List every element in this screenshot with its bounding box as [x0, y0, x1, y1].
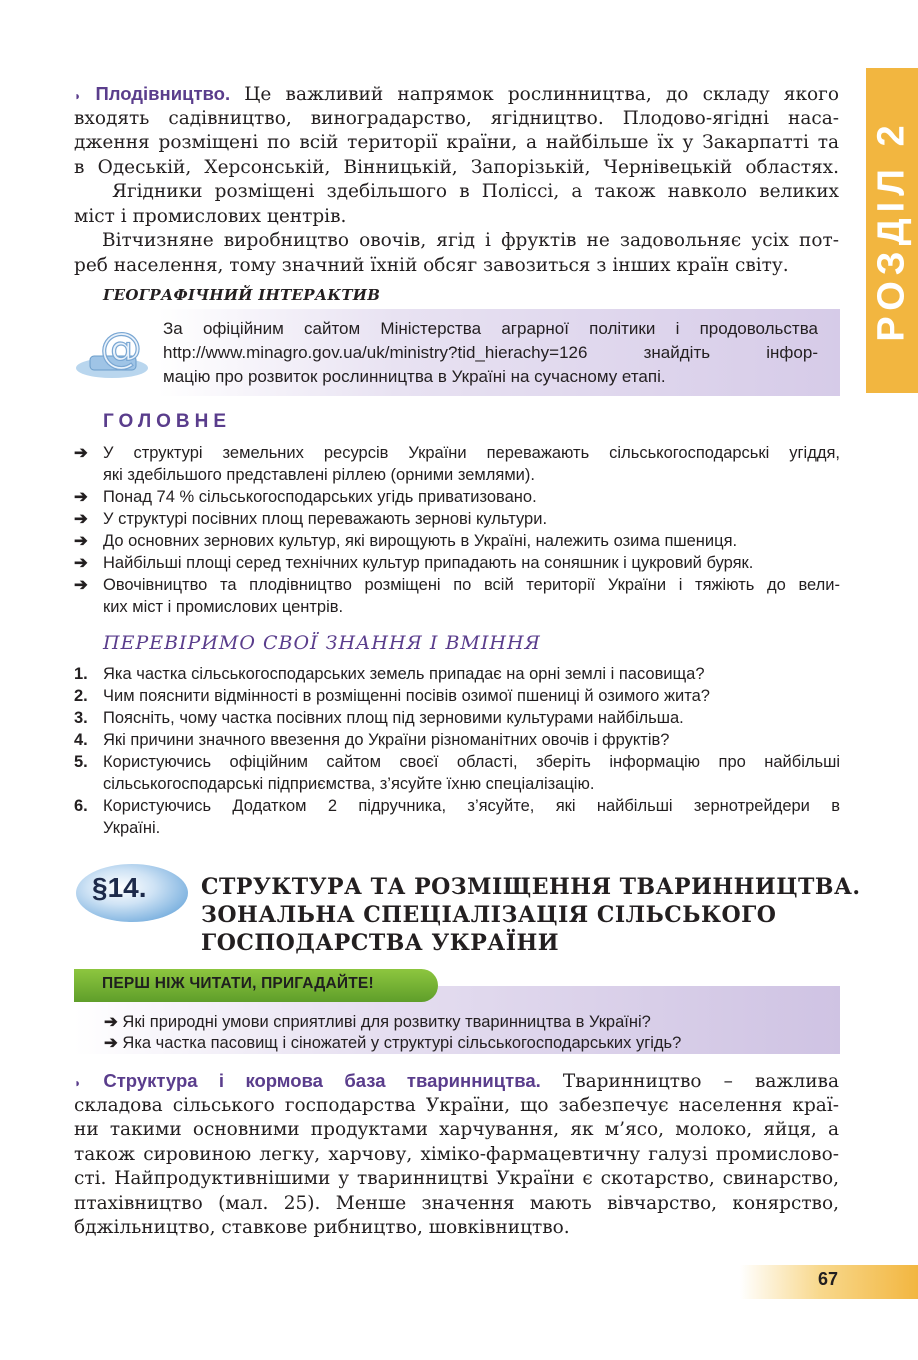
main-points-list: [74, 442, 840, 618]
arrow-icon: ➔: [104, 1034, 118, 1052]
paragraph-number: §14.: [92, 872, 147, 903]
text-line: ни такими основними продуктами харчування, як м’ясо, молоко, яйця, а: [74, 1119, 839, 1140]
text-line: дження розміщені по всій території країни, а найбільше їх у Закарпатті та: [74, 132, 839, 153]
text-line: входять садівництво, виноградарство, ягідництво. Плодово-ягідні наса-: [74, 107, 839, 129]
page-number: 67: [818, 1269, 839, 1289]
text-line: реб населення, тому значний їхній обсяг завозиться з інших країн світу.: [74, 254, 789, 276]
text-line: складова сільського господарства України, що забезпечує населення краї-: [74, 1094, 839, 1116]
text-line: міст і промислових центрів.: [74, 205, 347, 227]
question-item: 4. Які причини значного ввезення до України різноманітних овочів і фруктів?: [74, 731, 670, 749]
list-item: ➔ Овочівництво та плодівництво розміщені по всій території України і тяжіють до вели- ких міст і промислових центрів.: [74, 576, 840, 616]
recall-title: ПЕРШ НІЖ ЧИТАТИ, ПРИГАДАЙТЕ!: [102, 975, 374, 992]
fruit-heading: Плодівництво.: [95, 83, 231, 104]
interactive-title: ГЕОГРАФІЧНИЙ ІНТЕРАКТИВ: [103, 286, 381, 304]
livestock-paragraph: [74, 1069, 839, 1241]
question-item: 5. Користуючись офіційним сайтом своєї області, зберіть інформацію про найбільші сільськогосподарські підприємства, з’ясуйте їхню спеціалізацію.: [74, 753, 840, 793]
text-line: За офіційним сайтом Міністерства аграрної політики і продовольства: [163, 319, 818, 338]
livestock-heading: Структура і кормова база тваринництва.: [103, 1070, 541, 1091]
interactive-link-line[interactable]: http://www.minagro.gov.ua/uk/ministry?tid_hierachy=126 знайдіть інфор-: [163, 343, 818, 362]
text-line: мацію про розвиток рослинництва в Україні на сучасному етапі.: [163, 367, 666, 386]
questions-list: [74, 663, 840, 839]
question-item: 6. Користуючись Додатком 2 підручника, з’ясуйте, які найбільші зернотрейдери в Україні.: [74, 797, 840, 837]
text-line: Тваринництво – важлива: [562, 1071, 839, 1092]
text-line: сті. Найпродуктивнішими у тваринництві України є скотарство, свинарство,: [74, 1168, 839, 1189]
interactive-text: [163, 317, 818, 389]
arrow-icon: ➔: [74, 576, 88, 594]
section-tab-label: РОЗДІЛ 2: [870, 119, 913, 342]
arrow-icon: ➔: [74, 554, 88, 572]
text-line: Це важливий напрямок рослинництва, до складу якого: [244, 84, 839, 105]
check-knowledge-title: ПЕРЕВІРИМО СВОЇ ЗНАННЯ І ВМІННЯ: [103, 632, 541, 654]
svg-text:@: @: [100, 323, 142, 372]
email-at-icon: [72, 318, 150, 384]
arrow-icon: ➔: [74, 532, 88, 550]
fruit-paragraph: [74, 82, 839, 180]
arrow-icon: ➔: [74, 444, 88, 462]
section-marker-icon: ◗: [74, 1076, 82, 1090]
text-line: Ягідники розміщені здебільшого в Поліссі, а також навколо великих: [112, 181, 839, 202]
arrow-icon: ➔: [74, 488, 88, 506]
recall-list: [104, 1012, 681, 1054]
berries-paragraph: [74, 180, 839, 229]
import-paragraph: [74, 229, 839, 278]
section-tab: [866, 68, 918, 393]
text-line: в Одеській, Херсонській, Вінницькій, Запорізькій, Чернівецькій областях.: [74, 156, 839, 178]
list-item: ➔ Найбільші площі серед технічних культур припадають на соняшник і цукровий буряк.: [74, 554, 754, 572]
arrow-icon: ➔: [74, 510, 88, 528]
list-item: ➔ Понад 74 % сільськогосподарських угідь приватизовано.: [74, 488, 537, 506]
text-line: також сировиною легку, харчову, хіміко-фармацевтичну галузі промислово-: [74, 1143, 839, 1165]
list-item: ➔ У структурі посівних площ переважають зернові культури.: [74, 510, 548, 528]
section-marker-icon: ◗: [74, 89, 82, 103]
text-line: птахівництво (мал. 25). Менше значення мають вівчарство, конярство,: [74, 1192, 839, 1214]
question-item: 3. Поясніть, чому частка посівних площ під зерновими культурами найбільша.: [74, 709, 684, 727]
arrow-icon: ➔: [104, 1013, 118, 1031]
question-item: 2. Чим пояснити відмінності в розміщенні посівів озимої пшениці й озимого жита?: [74, 687, 710, 705]
main-points-title: ГОЛОВНЕ: [103, 411, 232, 432]
list-item: ➔ До основних зернових культур, які вирощують в Україні, належить озима пшениця.: [74, 532, 738, 550]
recall-item: ➔ Яка частка пасовищ і сіножатей у структурі сільськогосподарських угідь?: [104, 1034, 682, 1052]
text-line: Вітчизняне виробництво овочів, ягід і фруктів не задовольняє усіх пот-: [102, 230, 839, 251]
list-item: ➔ У структурі земельних ресурсів України переважають сільськогосподарські угіддя, які здебільшого представлені ріллею (орними землями).: [74, 444, 840, 484]
question-item: 1. Яка частка сільськогосподарських земель припадає на орні землі і пасовища?: [74, 665, 705, 683]
recall-item: ➔ Які природні умови сприятливі для розвитку тваринництва в Україні?: [104, 1013, 651, 1031]
paragraph-title: СТРУКТУРА ТА РОЗМІЩЕННЯ ТВАРИННИЦТВА. ЗОНАЛЬНА СПЕЦІАЛІЗАЦІЯ СІЛЬСЬКОГО ГОСПОДАРСТВА УКРАЇНИ: [201, 874, 861, 956]
text-line: бджільництво, ставкове рибництво, шовківництво.: [74, 1217, 570, 1238]
